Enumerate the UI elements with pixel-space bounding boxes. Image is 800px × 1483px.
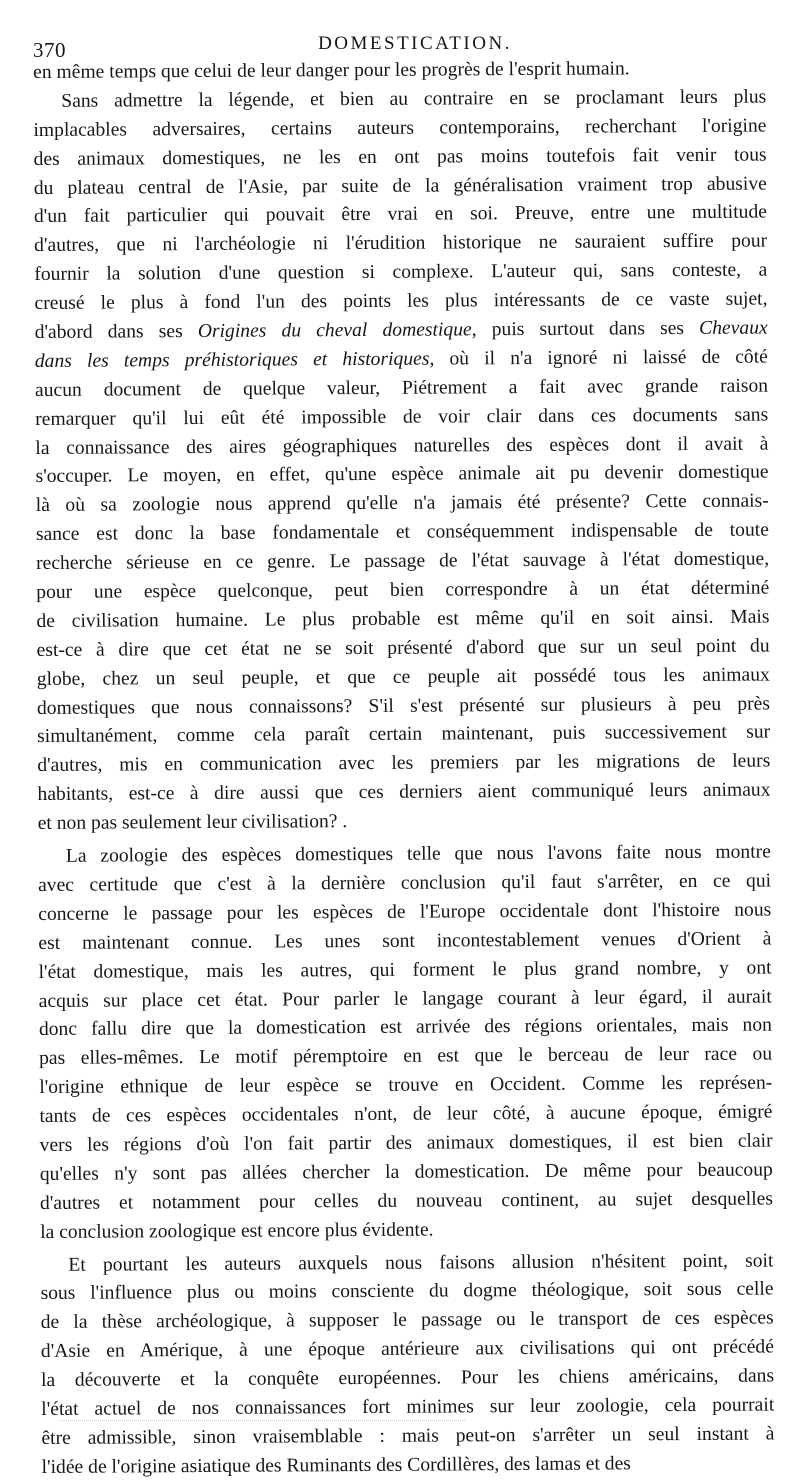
text-line <box>38 806 771 839</box>
text-segment: qu'elles n'y sont pas allées chercher la domestication. De même pour beaucoup <box>39 1159 773 1185</box>
text-segment: l'origine ethnique de leur espèce se trouve en Occident. Comme les représen- <box>39 1072 773 1099</box>
text-segment: en même temps que celui de leur danger pour les progrès de l'esprit humain. <box>33 58 630 83</box>
text-line <box>37 748 770 781</box>
text-line <box>40 1214 773 1247</box>
text-segment: pour une espèce quelconque, peut bien correspondre à un état déterminé <box>36 577 770 604</box>
text-segment: La zoologie des espèces domestiques telle que nous l'avons faite nous montre <box>65 841 771 867</box>
text-segment: d'un fait particulier qui pouvait être vrai en soi. Preuve, entre une multitude <box>33 201 768 228</box>
text-segment: des animaux domestiques, ne les en ont pas moins toutefois fait venir tous <box>33 144 767 170</box>
text-line <box>37 661 770 694</box>
text-line <box>39 1070 772 1103</box>
text-segment: est-ce à dire que cet état ne se soit présenté d'abord que sur un seul point du <box>36 635 770 661</box>
text-segment: s'occuper. Le moyen, en effet, qu'une espèce animale ait pu devenir domestique <box>35 461 769 488</box>
text-line <box>34 170 767 203</box>
text-segment: , puis surtout dans ses <box>471 317 700 341</box>
text-line <box>34 286 767 319</box>
text-segment: tants de ces espèces occidentales n'ont, de leur côté, à aucune époque, émigré <box>39 1101 773 1128</box>
text-line <box>39 983 772 1016</box>
text-segment: est maintenant connue. Les unes sont incontestablement venues d'Orient à <box>38 928 772 954</box>
text-line <box>34 228 767 261</box>
running-title: DOMESTICATION. <box>318 33 512 54</box>
text-line <box>37 690 770 723</box>
text-line <box>36 517 769 550</box>
text-line <box>35 459 768 492</box>
text-segment: d'autres et notamment pour celles du nouveau continent, au sujet desquelles <box>39 1188 774 1214</box>
text-segment: la découverte et la conquête européennes. Pour les chiens américains, dans <box>41 1365 775 1392</box>
text-segment: Et pourtant les auteurs auxquels nous faisons allusion n'hésitent point, soit <box>68 1250 774 1276</box>
italic-title: dans les temps préhistoriques et historiques <box>34 348 430 372</box>
text-line <box>41 1334 774 1367</box>
text-segment: d'Asie en Amérique, à une époque antérieure aux civilisations qui ont précédé <box>40 1336 774 1363</box>
text-segment: aucun document de quelque valeur, Piétrement a fait avec grande raison <box>34 375 769 401</box>
text-line <box>33 83 766 116</box>
text-line <box>40 1156 773 1189</box>
text-segment: simultanément, comme cela paraît certain maintenant, puis successivement sur <box>37 721 771 748</box>
text-segment: donc fallu dire que la domestication est arrivée des régions orientales, mais non <box>38 1014 772 1041</box>
text-line <box>39 1041 772 1074</box>
text-segment: pas elles-mêmes. Le motif péremptoire en est que le berceau de leur race ou <box>39 1043 773 1070</box>
text-segment: là où sa zoologie nous apprend qu'elle n'a jamais été présente? Cette connais- <box>35 490 769 517</box>
paragraph <box>38 839 773 1248</box>
text-line <box>35 343 768 376</box>
text-segment: Sans admettre la légende, et bien au contraire en se proclamant leurs plus <box>61 86 767 112</box>
text-segment: l'état domestique, mais les autres, qui forment le plus grand nombre, y ont <box>38 957 772 983</box>
text-segment: du plateau central de l'Asie, par suite de la généralisation vraiment trop abusive <box>33 173 767 199</box>
text-line <box>35 401 768 434</box>
text-line <box>34 199 767 232</box>
text-line <box>36 603 769 636</box>
text-line <box>37 632 770 665</box>
text-segment: avec certitude que c'est à la dernière conclusion qu'il faut s'arrêter, en ce qui <box>37 870 772 896</box>
text-line <box>40 1127 773 1160</box>
text-line <box>42 1449 775 1482</box>
text-segment: sous l'influence plus ou moins consciente du dogme théologique, soit sous celle <box>40 1278 774 1305</box>
text-segment: être admissible, sinon vraisemblable : mais peut-on s'arrêter un seul instant à <box>41 1423 775 1449</box>
text-segment: creusé le plus à fond l'un des points les plus intéressants de ce vaste sujet, <box>34 288 768 315</box>
text-segment: et non pas seulement leur civilisation? . <box>37 811 348 835</box>
footer-rule <box>60 1420 465 1424</box>
text-line <box>37 719 770 752</box>
page-number: 370 <box>33 38 66 62</box>
text-segment: de civilisation humaine. Le plus probable est même qu'il en soit ainsi. Mais <box>36 606 770 632</box>
text-segment: d'autres, que ni l'archéologie ni l'érudition historique ne sauraient suffire pour <box>34 230 768 257</box>
text-line <box>36 575 769 608</box>
text-segment: implacables adversaires, certains auteurs contemporains, recherchant l'origine <box>33 115 767 141</box>
text-line <box>39 1099 772 1132</box>
text-segment: domestiques que nous connaissons? S'il s'est présenté sur plusieurs à peu près <box>36 693 771 719</box>
text-segment: de la thèse archéologique, à supposer le passage ou le transport de ces espèces <box>40 1307 774 1334</box>
text-line <box>38 839 771 872</box>
text-line <box>38 925 771 958</box>
text-line <box>41 1305 774 1338</box>
text-line <box>40 1247 773 1280</box>
body-text <box>33 55 775 1483</box>
text-line <box>37 777 770 810</box>
text-line <box>41 1363 774 1396</box>
text-segment: l'état actuel de nos connaissances fort minimes sur leur zoologie, cela pourrait <box>41 1394 775 1420</box>
text-segment: remarquer qu'il lui eût été impossible de voir clair dans ces documents sans <box>35 404 769 430</box>
text-line <box>41 1420 774 1453</box>
text-line <box>36 488 769 521</box>
text-line <box>40 1185 773 1218</box>
text-segment: l'idée de l'origine asiatique des Ruminants des Cordillères, des lamas et des <box>41 1453 631 1478</box>
text-segment: d'autres, mis en communication avec les premiers par les migrations de leurs <box>37 750 771 777</box>
text-segment: sance est donc la base fondamentale et conséquemment indispensable de toute <box>35 519 769 546</box>
text-line <box>38 896 771 929</box>
paragraph <box>40 1247 774 1483</box>
text-segment: globe, chez un seul peuple, et que ce peuple ait possédé tous les animaux <box>36 664 770 690</box>
text-line <box>39 1012 772 1045</box>
text-line <box>36 546 769 579</box>
text-segment: recherche sérieuse en ce genre. Le passage de l'état sauvage à l'état domestique, <box>36 548 770 575</box>
text-line <box>38 954 771 987</box>
paragraph <box>33 55 766 88</box>
text-line <box>34 141 767 174</box>
text-line <box>35 372 768 405</box>
italic-title: Chevaux <box>699 317 768 339</box>
text-line <box>34 257 767 290</box>
text-segment: acquis sur place cet état. Pour parler le langage courant à leur égard, il aurait <box>38 986 772 1012</box>
text-segment: la conclusion zoologique est encore plus évidente. <box>40 1219 434 1243</box>
text-segment: la connaissance des aires géographiques naturelles des espèces dont il avait à <box>35 433 769 459</box>
text-segment: habitants, est-ce à dire aussi que ces derniers aient communiqué leurs animaux <box>37 779 771 806</box>
text-segment: , où il n'a ignoré ni laissé de côté <box>429 346 768 370</box>
text-line <box>33 55 766 88</box>
text-line <box>35 315 768 348</box>
text-line <box>40 1276 773 1309</box>
text-segment: concerne le passage pour les espèces de l'Europe occidentale dont l'histoire nous <box>38 899 772 925</box>
italic-title: Origines du cheval domestique <box>197 319 472 343</box>
text-segment: d'abord dans ses <box>34 321 198 344</box>
text-segment: vers les régions d'où l'on fait partir des animaux domestiques, il est bien clair <box>39 1130 773 1156</box>
text-line <box>35 430 768 463</box>
text-line <box>33 112 766 145</box>
text-segment: fournir la solution d'une question si complexe. L'auteur qui, sans conteste, a <box>34 259 768 286</box>
paragraph <box>33 83 771 839</box>
text-line <box>38 867 771 900</box>
